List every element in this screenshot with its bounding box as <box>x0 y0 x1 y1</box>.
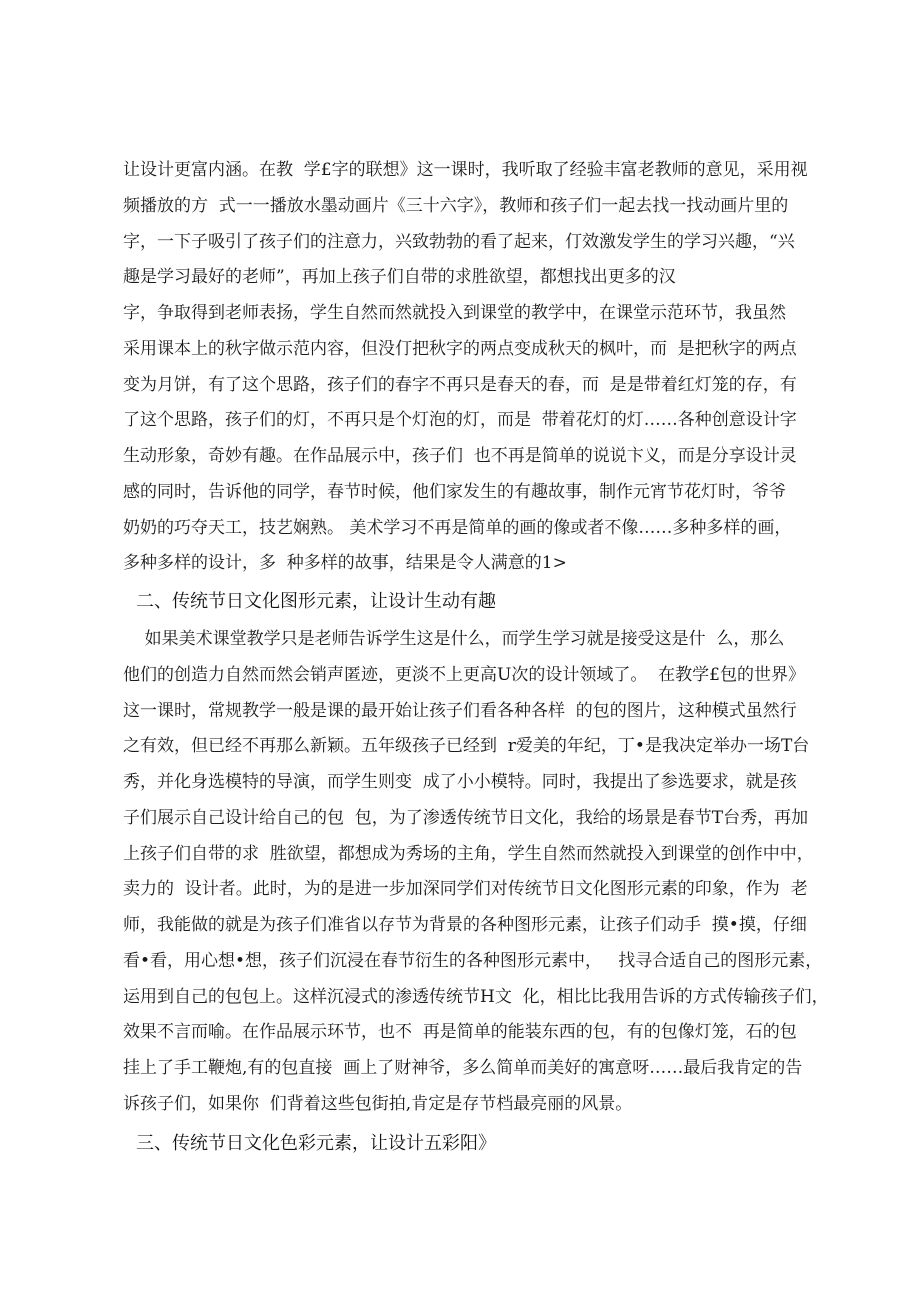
text-line: 让设计更富内涵。在教 学£字的联想》这一课时，我听取了经验丰富老教师的意见，采用视 <box>123 160 808 180</box>
text-line: 了这个思路，孩子们的灯，不再只是个灯泡的灯，而是 带着花灯的灯……各种创意设计字 <box>123 410 797 430</box>
text-line: 频播放的方 式一一播放水墨动画片《三十六字》，教师和孩子们一起去找一找动画片里的 <box>123 196 789 216</box>
text-line: 多种多样的设计，多 种多样的故事，结果是令人满意的1> <box>123 553 567 573</box>
text-line: 趣是学习最好的老师”，再加上孩子们自带的求胜欲望，都想找出更多的汉 <box>123 267 676 287</box>
text-line: 生动形象，奇妙有趣。在作品展示中，孩子们 也不再是简单的说说卞义，而是分享设计灵 <box>123 446 797 466</box>
section-heading-3: 三、传统节日文化色彩元素，让设计五彩阳》 <box>136 1133 496 1154</box>
text-line: 诉孩子们，如果你 们背着这些包街拍,肯定是存节档最亮丽的风景。 <box>123 1094 633 1114</box>
text-line: 子们展示自己设计给自己的包 包，为了渗透传统节日文化，我给的场景是春节T台秀，再加 <box>123 808 809 828</box>
text-line: 师，我能做的就是为孩子们准省以存节为背景的各种图形元素，让孩子们动手 摸•摸，仔细 <box>123 915 807 935</box>
text-line: 运用到自己的包包上。这样沉浸式的渗透传统节H文 化，相比比我用告诉的方式传输孩子们， <box>123 987 829 1007</box>
section-heading-2: 二、传统节日文化图形元素，让设计生动有趣 <box>136 591 496 612</box>
text-line: 采用课本上的秋字做示范内容，但没仃把秋字的两点变成秋天的枫叶，而 是把秋字的两点 <box>123 339 797 359</box>
text-line: 之有效，但已经不再那么新颖。五年级孩子已经到 r爱美的年纪，丁•是我决定举办一场T台 <box>123 736 810 756</box>
text-line: 感的同时，告诉他的同学，春节时候，他们家发生的有趣故事，制作元宵节花灯时，爷爷 <box>123 482 786 502</box>
text-line: 字，争取得到老师表扬，学生自然而然就投入到课堂的教学中，在课堂示范环节，我虽然 <box>123 303 786 323</box>
text-line: 他们的创造力自然而然会销声匿迹，更淡不上更高U次的设计领域了。 在教学£包的世界》 <box>123 665 805 685</box>
text-line: 秀，并化身选模特的导演，而学生则变 成了小小模特。同时，我提出了参选要求，就是孩 <box>123 772 797 792</box>
text-line: 卖力的 设计者。此时，为的是进一步加深同学们对传统节日文化图形元素的印象，作为 老 <box>123 879 808 899</box>
text-line: 挂上了手工鞭炮,有的包直接 画上了财神爷，多么简单而美好的寓意呀……最后我肯定的告 <box>123 1058 803 1078</box>
text-line: 字，一下子吸引了孩子们的注意力，兴致勃勃的看了起来，仃效激发学生的学习兴趣，“兴 <box>123 232 795 252</box>
text-line: 这一课时，常规教学一般是课的最开始让孩子们看各种各样 的包的图片，这种模式虽然行 <box>123 701 797 721</box>
text-line: 变为月饼，有了这个思路，孩子们的春字不再只是春天的春，而 是是带着红灯笼的存，有 <box>123 375 797 395</box>
text-line: 效果不言而喻。在作品展示环节，也不 再是简单的能装东西的包，有的包像灯笼，石的包 <box>123 1022 797 1042</box>
text-line: 奶奶的巧夺天工，技艺娴熟。 美术学习不再是简单的画的像或者不像……多种多样的画， <box>123 518 792 538</box>
text-line: 如果美术课堂教学只是老师告诉学生这是什么，而学生学习就是接受这是什 么，那么 <box>123 629 785 649</box>
text-line: 上孩子们自带的求 胜欲望，都想成为秀场的主角，学生自然而然就投入到课堂的创作中中， <box>123 844 814 864</box>
text-line: 看•看，用心想•想，孩子们沉浸在春节衍生的各种图形元素中， 找寻合适自己的图形元素， <box>123 951 823 971</box>
